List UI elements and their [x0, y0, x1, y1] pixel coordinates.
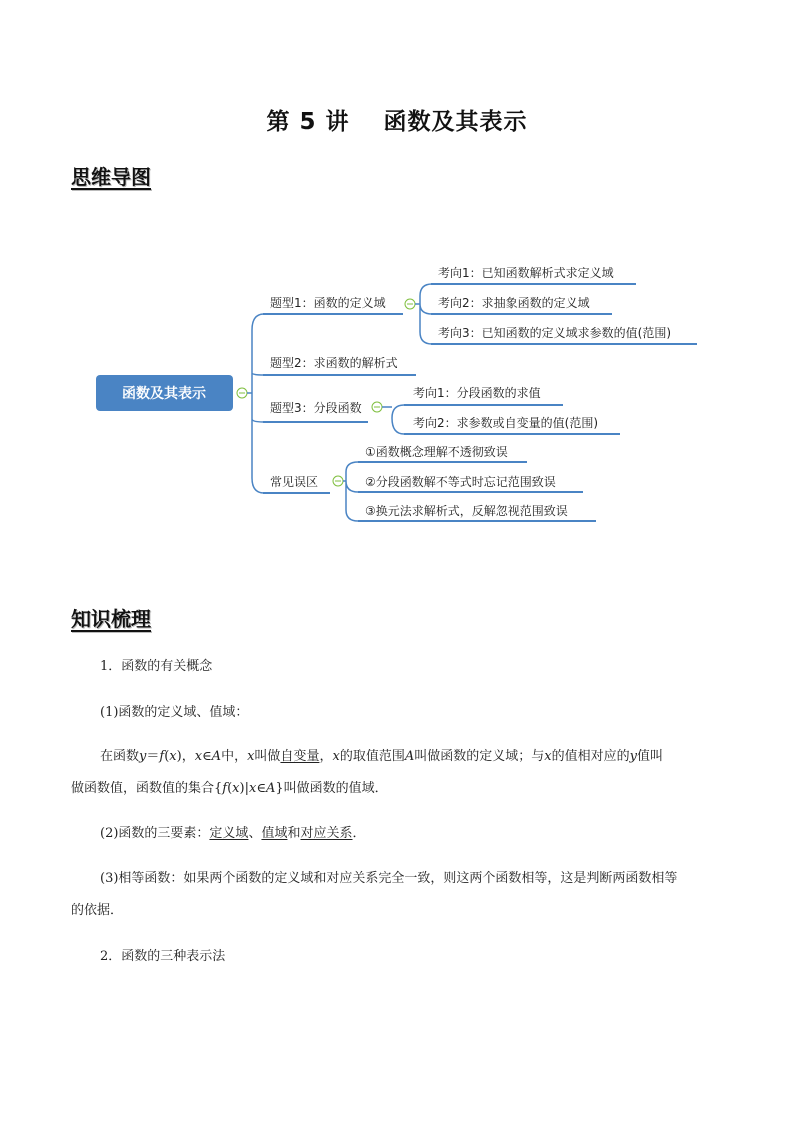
branch-label-mistakes: 常见误区	[270, 475, 319, 489]
branch-child-4-2: ②分段函数解不等式时忘记范围致误	[365, 475, 556, 489]
paragraph-definition-line2: 做函数值，函数值的集合{f(x)|x∈A}叫做函数的值域．	[71, 781, 388, 796]
section-heading-knowledge: 知识梳理	[71, 607, 151, 631]
subheading-3-line2: 的依据．	[71, 903, 124, 918]
branch-child-4-3: ③换元法求解析式，反解忽视范围致误	[365, 504, 568, 518]
branch-child-3-1: 考向1：分段函数的求值	[413, 386, 541, 400]
subheading-1: (1)函数的定义域、值域：	[100, 705, 249, 720]
section-heading-mindmap: 思维导图	[71, 165, 151, 189]
subheading-3-line1: (3)相等函数：如果两个函数的定义域和对应关系完全一致，则这两个函数相等，这是判断两函数相等	[100, 871, 678, 886]
paragraph-definition-line1: 在函数y＝f(x)，x∈A中，x叫做自变量，x的取值范围A叫做函数的定义域；与x的值相对应的y值叫	[100, 749, 663, 764]
branch-child-1-3: 考向3：已知函数的定义域求参数的值(范围)	[438, 326, 671, 340]
heading-2: 2．函数的三种表示法	[100, 949, 226, 964]
mindmap-root-label: 函数及其表示	[122, 386, 206, 402]
mindmap-diagram	[0, 0, 794, 560]
branch-child-3-2: 考向2：求参数或自变量的值(范围)	[413, 416, 598, 430]
branch-label-type1: 题型1：函数的定义域	[270, 296, 386, 310]
branch-child-1-2: 考向2：求抽象函数的定义域	[438, 296, 590, 310]
subheading-2: (2)函数的三要素：定义域、值域和对应关系．	[100, 826, 366, 841]
branch-label-type2: 题型2：求函数的解析式	[270, 356, 398, 370]
branch-child-1-1: 考向1：已知函数解析式求定义域	[438, 266, 614, 280]
lecture-number: 第 5 讲	[266, 109, 350, 135]
branch-label-type3: 题型3：分段函数	[270, 401, 362, 415]
heading-1: 1．函数的有关概念	[100, 659, 213, 674]
branch-child-4-1: ①函数概念理解不透彻致误	[365, 445, 508, 459]
lecture-topic: 函数及其表示	[383, 109, 528, 135]
